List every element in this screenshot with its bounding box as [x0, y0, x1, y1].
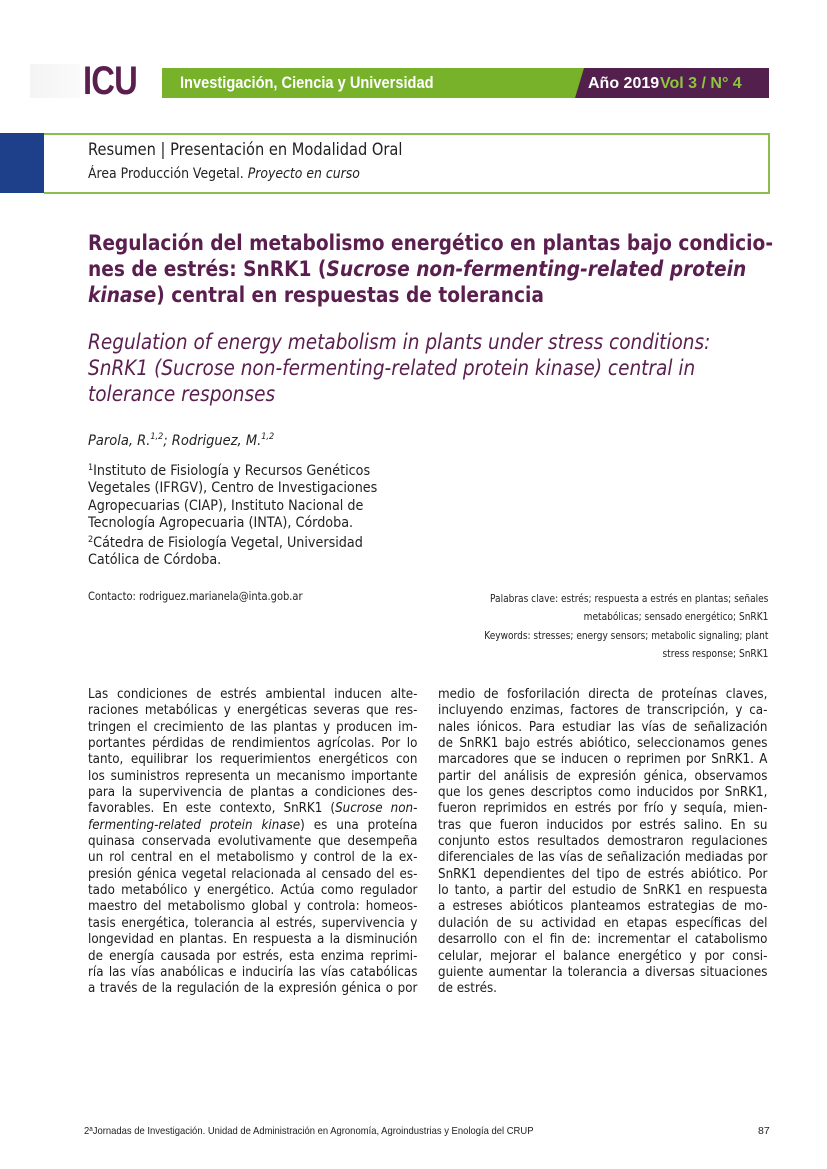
- affiliation-number: 2: [88, 535, 94, 546]
- authors: [88, 432, 274, 449]
- title-es-line: Regulación del metabolismo energético en plantas bajo condicio-: [88, 231, 774, 256]
- body-line: Las condiciones de estrés ambiental inducen alte-: [88, 687, 418, 702]
- body-line: fueron reprimidos en estrés por frío y sequía, mien-: [438, 801, 768, 817]
- project-status: Proyecto en curso: [247, 166, 360, 182]
- body-line: tras que fueron inducidos por estrés salino. En su: [438, 817, 768, 833]
- keywords-block: [438, 590, 768, 663]
- body-line: lo tanto, a partir del estudio de SnRK1 en respuesta: [438, 883, 768, 899]
- footer-ordinal-suffix: a: [89, 1126, 93, 1133]
- abstract-column-left: [88, 687, 418, 998]
- section-area: [88, 166, 360, 182]
- body-line: los suministros representa un mecanismo importante: [88, 768, 418, 784]
- author-separator: ;: [163, 433, 172, 449]
- affiliation-line: [88, 460, 412, 480]
- author-name: Rodriguez, M.: [171, 433, 262, 449]
- footer-text: Jornadas de Investigación. Unidad de Administración en Agronomía, Agroindustrias y Enología del CRUP: [92, 1125, 534, 1137]
- body-line: celular, mejorar el balance energético y por consi-: [438, 948, 768, 964]
- affiliation-text: Cátedra de Fisiología Vegetal, Universidad: [93, 535, 363, 552]
- contact-email[interactable]: Contacto: rodriguez.marianela@inta.gob.ar: [88, 589, 303, 603]
- body-line: ría las vías anabólicas e induciría las vías catabólicas: [88, 964, 418, 980]
- body-line: desarrollo con el fin de: incrementar el catabolismo: [438, 932, 768, 948]
- title-english: [88, 330, 767, 408]
- affiliation-text: Instituto de Fisiología y Recursos Genéticos: [93, 463, 371, 479]
- body-line: [88, 801, 417, 817]
- body-line: de estrés.: [438, 981, 497, 997]
- title-en-line: SnRK1 (Sucrose non-fermenting-related protein kinase) central in: [88, 356, 696, 381]
- keywords-en-line: Keywords: stresses; energy sensors; metabolic signaling; plant: [483, 629, 768, 642]
- section-type: Resumen | Presentación en Modalidad Oral: [88, 140, 403, 160]
- body-text: favorables. En este contexto, SnRK1 (: [88, 801, 336, 817]
- title-es-line: [88, 283, 754, 309]
- issue-volume: Vol 3 / N° 4: [660, 75, 742, 92]
- issue-year: Año 2019: [588, 75, 660, 92]
- keywords-en-line: stress response; SnRK1: [662, 647, 768, 660]
- footer-ordinal: 2: [84, 1125, 90, 1137]
- body-line: [88, 818, 417, 834]
- body-line: medio de fosforilación directa de proteínas claves,: [438, 687, 768, 702]
- author-name: Parola, R.: [88, 433, 151, 449]
- body-line: tringen el crecimiento de las plantas y producen im-: [88, 719, 418, 735]
- affiliation-line: Vegetales (IFRGV), Centro de Investigaciones: [88, 480, 378, 497]
- affiliation-line: Católica de Córdoba.: [88, 552, 222, 569]
- body-line: de energía causada por estrés, esta enzima reprimi-: [88, 948, 418, 964]
- title-es-italic: kinase: [88, 283, 157, 308]
- affiliation-line: Agropecuarias (CIAP), Instituto Nacional de: [88, 497, 364, 514]
- body-line: SnRK1 dependientes del tipo de estrés abiótico. Por: [438, 866, 768, 882]
- title-es-text: ) central en respuestas de tolerancia: [156, 283, 544, 308]
- body-line: a estreses abióticos planteamos estrategias de mo-: [438, 899, 768, 915]
- title-es-text: nes de estrés: SnRK1 (: [88, 257, 327, 282]
- body-line: quinasa conservada evolutivamente que desempeña: [88, 834, 418, 850]
- abstract-column-right: [438, 687, 768, 998]
- area-label: Área Producción Vegetal.: [88, 166, 244, 182]
- body-italic: Sucrose non-: [335, 801, 418, 817]
- body-line: a través de la regulación de la expresión génica o por: [88, 981, 418, 997]
- footer-conference: [84, 1125, 534, 1137]
- journal-logo: ICU: [83, 59, 138, 103]
- body-line: incluyendo enzimas, factores de transcripción, y ca-: [438, 703, 768, 719]
- body-line: longevidad en plantas. En respuesta a la disminución: [88, 932, 418, 948]
- section-marker-block: [0, 133, 44, 193]
- affiliation-line: Tecnología Agropecuaria (INTA), Córdoba.: [88, 514, 354, 531]
- body-line: presión génica vegetal relacionada al censado del es-: [88, 866, 418, 882]
- body-line: tado metabólico y energético. Actúa como regulador: [88, 883, 418, 899]
- body-line: tasis energética, tolerancia al estrés, supervivencia y: [88, 915, 418, 931]
- body-line: que los genes descriptos como inducidos por SnRK1,: [438, 785, 768, 801]
- body-line: dulación de su actividad en etapas específicas del: [438, 915, 768, 931]
- body-line: tanto, equilibrar los requerimientos energéticos con: [88, 752, 418, 768]
- page-number: 87: [758, 1125, 770, 1137]
- keywords-es-line: Palabras clave: estrés; respuesta a estrés en plantas; señales: [489, 593, 768, 605]
- body-line: partir del análisis de expresión génica, observamos: [438, 768, 768, 784]
- journal-title: Investigación, Ciencia y Universidad: [180, 73, 434, 92]
- author-affiliation-ref: 1,2: [261, 432, 275, 442]
- body-line: nales iónicos. Para estudiar las vías de señalización: [438, 719, 768, 735]
- title-en-line: Regulation of energy metabolism in plants under stress conditions:: [88, 330, 711, 355]
- body-line: maestro del metabolismo global y controla: homeos-: [88, 899, 418, 915]
- body-line: diferenciales de las vías de señalización mediadas por: [438, 850, 768, 866]
- affiliation-number: 1: [88, 463, 94, 473]
- body-line: para la supervivencia de plantas a condiciones des-: [88, 785, 418, 801]
- body-line: de SnRK1 bajo estrés abiótico, seleccionamos genes: [438, 736, 768, 752]
- author-affiliation-ref: 1,2: [150, 432, 164, 442]
- keywords-es-line: metabólicas; sensado energético; SnRK1: [583, 611, 768, 624]
- affiliation-line: [88, 532, 412, 552]
- title-es-line: [88, 257, 754, 283]
- body-line: conjunto estos resultados demostraron regulaciones: [438, 834, 768, 850]
- affiliations: [88, 460, 412, 570]
- body-italic: fermenting-related protein kinase: [88, 817, 301, 833]
- body-line: guiente aumentar la tolerancia a diversas situaciones: [438, 964, 768, 980]
- body-line: portantes pérdidas de rendimientos agrícolas. Por lo: [88, 736, 418, 752]
- title-es-italic: Sucrose non-fermenting-related protein: [326, 257, 747, 282]
- body-line: marcadores que se inducen o reprimen por SnRK1. A: [438, 752, 768, 768]
- title-en-line: tolerance responses: [88, 382, 276, 407]
- body-line: un rol central en el metabolismo y control de la ex-: [88, 850, 418, 866]
- title-spanish: [88, 231, 774, 309]
- logo-faded-mark: [30, 64, 80, 98]
- body-text: ) es una proteína: [300, 817, 418, 833]
- body-line: raciones metabólicas y energéticas severas que res-: [88, 703, 418, 719]
